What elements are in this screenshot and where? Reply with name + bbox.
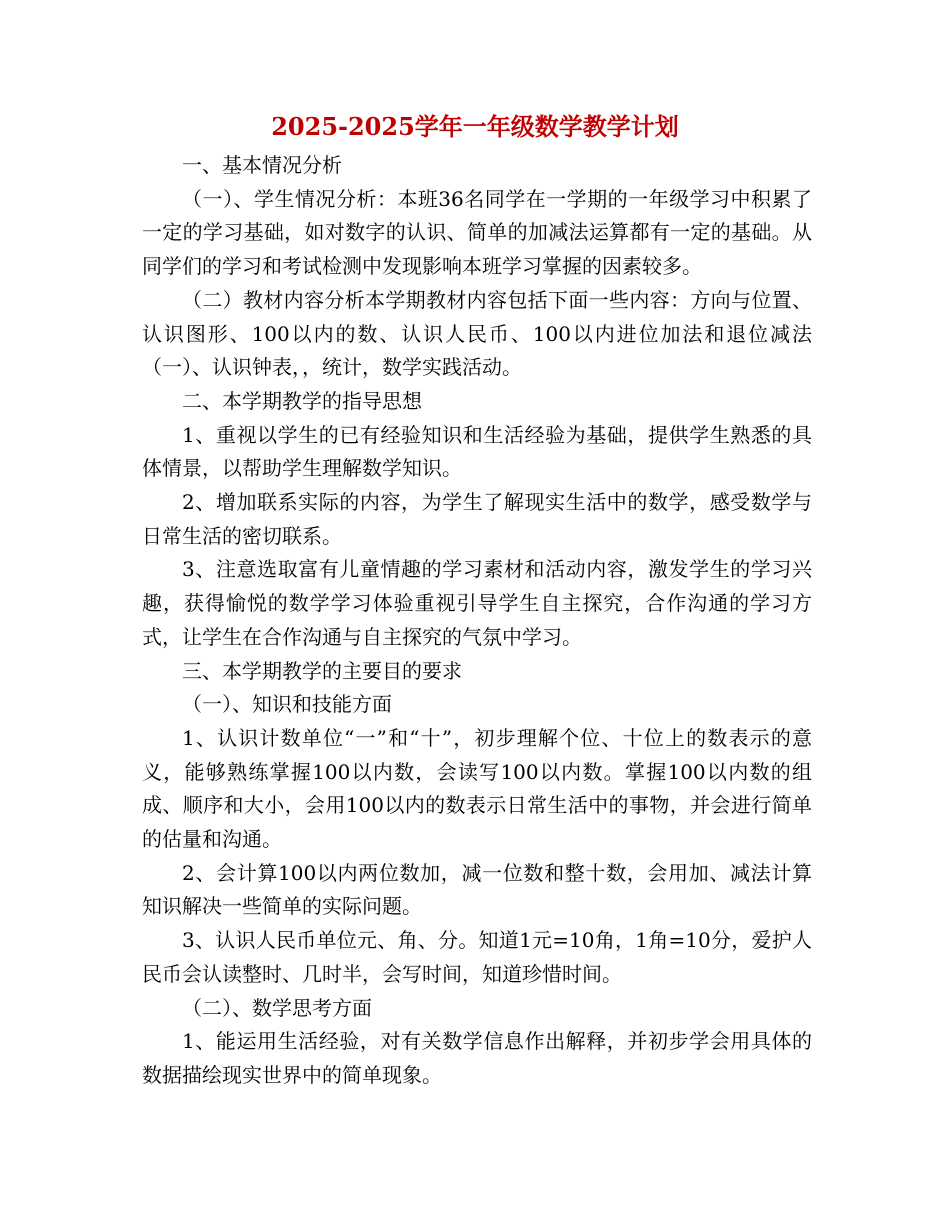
paragraph-guiding-1: 1、重视以学生的已有经验知识和生活经验为基础，提供学生熟悉的具体情景，以帮助学生理解数学知识。 — [142, 422, 812, 481]
paragraph-textbook-analysis: （二）教材内容分析本学期教材内容包括下面一些内容：方向与位置、认识图形、100以内的数、认识人民币、100以内进位加法和退位减法（一）、认识钟表，，统计，数学实践活动。 — [142, 287, 812, 380]
paragraph-knowledge-3: 3、认识人民币单位元、角、分。知道1元=10角，1角=10分，爱护人民币会认读整时、几时半，会写时间，知道珍惜时间。 — [142, 928, 812, 986]
heading-main-goals: 三、本学期教学的主要目的要求 — [182, 658, 462, 683]
paragraph-guiding-2: 2、增加联系实际的内容，为学生了解现实生活中的数学，感受数学与日常生活的密切联系。 — [142, 490, 812, 548]
heading-guiding-ideas: 二、本学期教学的指导思想 — [182, 388, 422, 413]
heading-basic-situation: 一、基本情况分析 — [182, 153, 342, 177]
paragraph-thinking-1: 1、能运用生活经验，对有关数学信息作出解释，并初步学会用具体的数据描绘现实世界中的简单现象。 — [142, 1029, 812, 1087]
document-title: 2025-2025学年一年级数学教学计划 — [271, 112, 679, 141]
paragraph-knowledge-2: 2、会计算100以内两位数加，减一位数和整十数，会用加、减法计算知识解决一些简单的实际问题。 — [142, 860, 812, 919]
paragraph-guiding-3: 3、注意选取富有儿童情趣的学习素材和活动内容，激发学生的学习兴趣，获得愉悦的数学学习体验重视引导学生自主探究，合作沟通的学习方式，让学生在合作沟通与自主探究的气氛中学习。 — [142, 557, 812, 649]
subheading-math-thinking: （二）、数学思考方面 — [182, 995, 372, 1020]
subheading-knowledge-skills: （一）、知识和技能方面 — [182, 692, 392, 717]
paragraph-student-analysis: （一）、学生情况分析：本班36名同学在一学期的一年级学习中积累了一定的学习基础，如对数字的认识、简单的加减法运算都有一定的基础。从同学们的学习和考试检测中发现影响本班学习掌握的因素较多。 — [142, 186, 812, 279]
paragraph-knowledge-1: 1、认识计数单位“一”和“十”，初步理解个位、十位上的数表示的意义，能够熟练掌握100以内数，会读写100以内数。掌握100以内数的组成、顺序和大小，会用100以内的数表示日常生活中的事物，并会进行简单的估量和沟通。 — [142, 725, 812, 852]
document-body — [142, 149, 812, 1093]
